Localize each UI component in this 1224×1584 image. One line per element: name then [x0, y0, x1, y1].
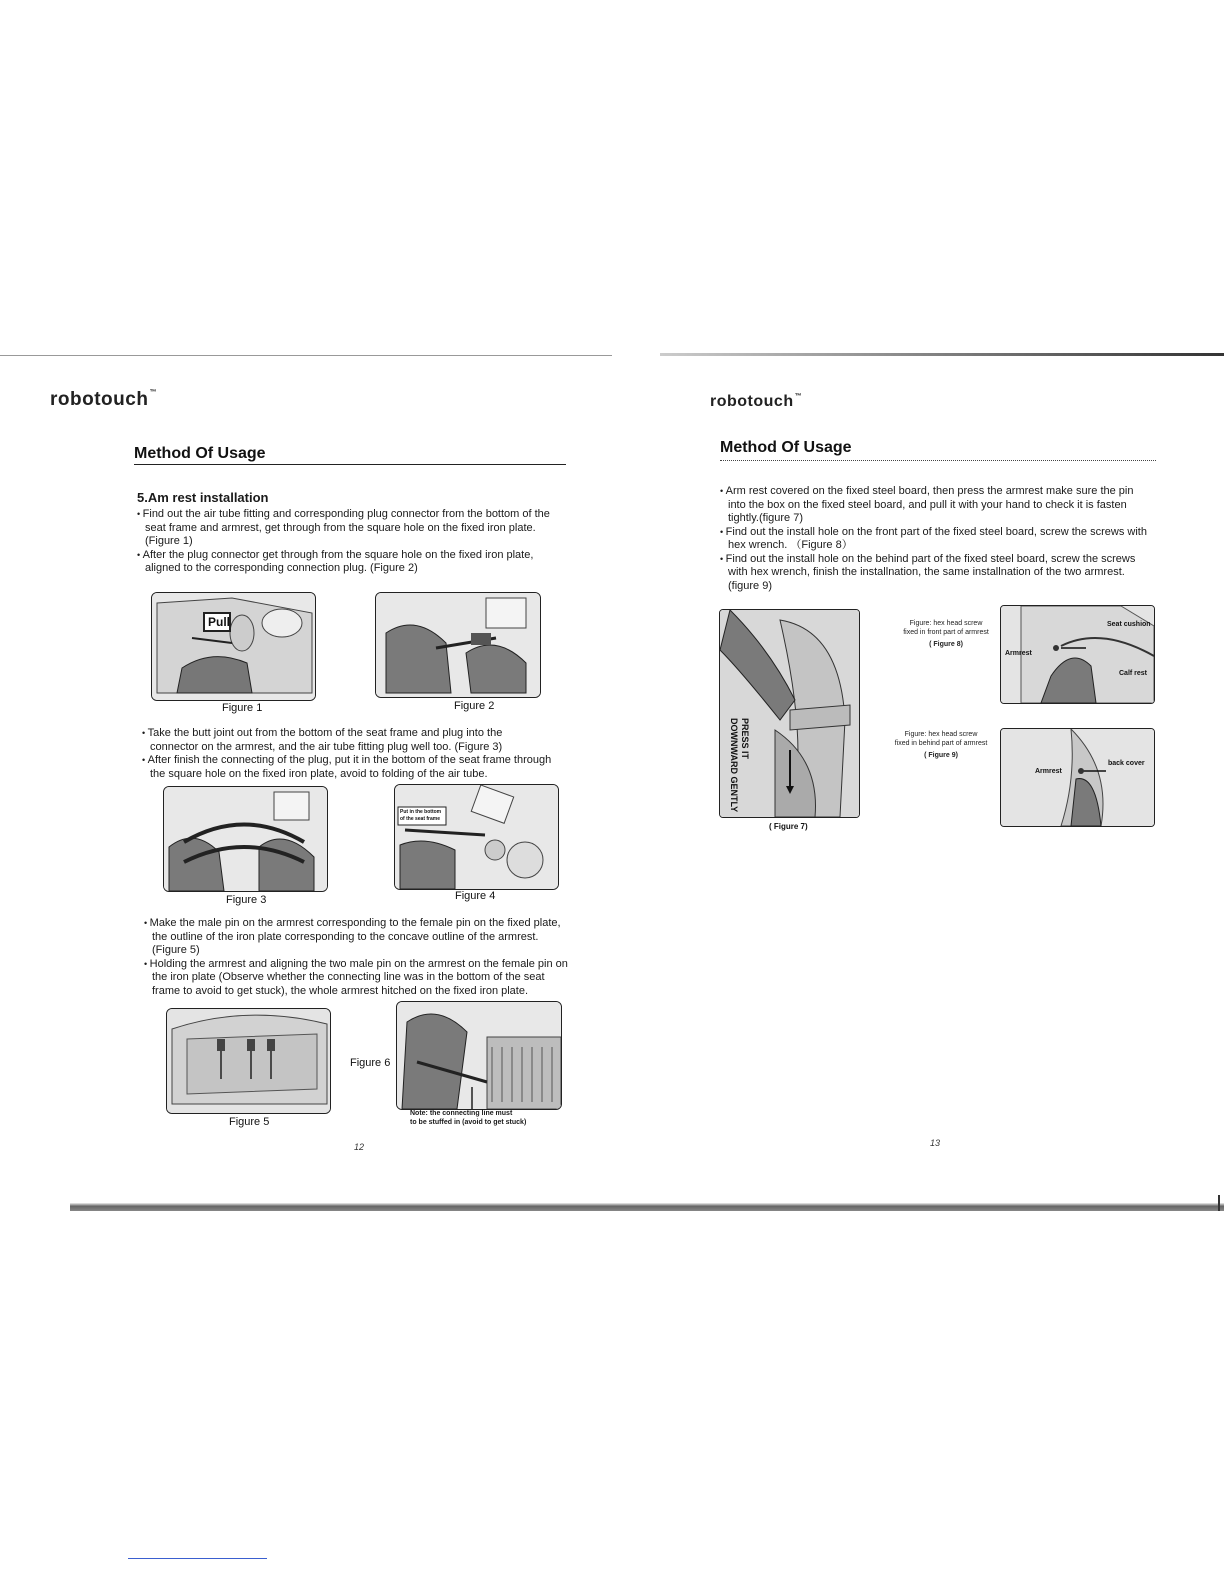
instruction-6: • Holding the armrest and aligning the two male pin on the armrest on the female pin on the iron plate (Observe whether the connecting line was in the bottom of the seat frame to avoid to get stuck), the whole armrest hitched on the fixed iron plate.: [144, 958, 574, 999]
figure-5-caption: Figure 5: [229, 1116, 270, 1128]
instruction-2: • Find out the install hole on the front part of the fixed steel board, screw the screws with hex wrench. （Figure 8）: [720, 526, 1152, 553]
figure-9-desc-line-1: Figure: hex head screw: [904, 731, 978, 738]
figure-1-image: [151, 592, 316, 701]
instruction-3: • Find out the install hole on the behind part of the fixed steel board, screw the screws with hex wrench, finish the installnation, the same installnation of the two armrest. (figure 9): [720, 553, 1152, 594]
figure-9-description: [880, 730, 1002, 760]
title-rule: [720, 460, 1156, 461]
figure-1-caption: Figure 1: [222, 702, 263, 714]
figure-8-label-calf-rest: Calf rest: [1119, 670, 1148, 677]
figure-9-label-armrest: Armrest: [1035, 768, 1062, 775]
figure-6-drawing: [397, 1002, 561, 1109]
figure-2-caption: Figure 2: [454, 700, 495, 712]
figure-8-image: [1000, 605, 1155, 704]
figure-7-label-line-1: PRESS IT: [740, 718, 750, 760]
instruction-2: • After the plug connector get through from the square hole on the fixed iron plate, aligned to the corresponding connection plug. (Figure 2): [137, 549, 557, 576]
figure-6-note: [410, 1109, 526, 1127]
figure-3-caption: Figure 3: [226, 894, 267, 906]
figure-8-caption: ( Figure 8): [929, 641, 963, 648]
figure-3-drawing: [164, 787, 327, 891]
figure-8-desc-line-1: Figure: hex head screw: [909, 620, 983, 627]
figure-1-drawing: [152, 593, 315, 700]
logo-text: robotouch: [50, 389, 149, 410]
section-title: Method Of Usage: [134, 445, 266, 462]
instructions-c: [144, 917, 574, 998]
instruction-1: • Arm rest covered on the fixed steel board, then press the armrest make sure the pin into the box on the fixed steel board, and pull it with your hand to check it is fasten tightly.(figure 7): [720, 485, 1152, 526]
trademark: ™: [794, 393, 803, 400]
figure-8-label-seat-cushion: Seat cushion: [1107, 621, 1151, 628]
title-rule: [134, 464, 566, 465]
instruction-1: • Find out the air tube fitting and corresponding plug connector from the bottom of the seat frame and armrest, get through from the square hole on the fixed iron plate. (Figure 1): [137, 508, 557, 549]
figure-8-description: [890, 619, 1002, 649]
figure-4-drawing: [395, 785, 558, 889]
brand-logo: [710, 393, 802, 411]
page-number-left: 12: [354, 1142, 365, 1152]
figure-6-note-line-1: Note: the connecting line must: [410, 1110, 513, 1117]
instructions-a: [137, 508, 557, 576]
figure-4-image: [394, 784, 559, 890]
right-page: [612, 355, 1224, 1210]
figure-1-pull-label: Pull: [208, 615, 231, 629]
page-number-right: 13: [930, 1138, 941, 1148]
figure-3-image: [163, 786, 328, 892]
figure-7-caption: ( Figure 7): [769, 822, 808, 831]
figure-7-label-line-2: DOWNWARD GENTLY: [729, 718, 739, 813]
figure-5-image: [166, 1008, 331, 1114]
figure-4-label: Put in the bottom of the seat frame: [400, 809, 442, 822]
instructions-b: [142, 727, 552, 781]
figure-6-note-line-2: to be stuffed in (avoid to get stuck): [410, 1119, 527, 1126]
brand-logo: [50, 389, 157, 411]
scan-artifact-line: [128, 1558, 267, 1559]
left-page: [0, 355, 612, 1210]
subheading: 5.Am rest installation: [137, 490, 269, 505]
figure-4-caption: Figure 4: [455, 890, 496, 902]
figure-9-image: [1000, 728, 1155, 827]
figure-7-label: [728, 718, 750, 812]
section-title: Method Of Usage: [720, 439, 852, 456]
figure-8-label-armrest: Armrest: [1005, 650, 1032, 657]
figure-6-image: [396, 1001, 562, 1110]
trademark: ™: [149, 389, 157, 396]
figure-9-caption: ( Figure 9): [924, 752, 958, 759]
instruction-5: • Make the male pin on the armrest corresponding to the female pin on the fixed plate, the outline of the iron plate corresponding to the concave outline of the armrest. (Figure 5): [144, 917, 574, 958]
figure-5-drawing: [167, 1009, 330, 1113]
figure-2-drawing: [376, 593, 540, 697]
instruction-4: • After finish the connecting of the plug, put it in the bottom of the seat frame through the square hole on the fixed iron plate, avoid to folding of the air tube.: [142, 754, 552, 781]
figure-9-label-back-cover: back cover: [1108, 760, 1145, 767]
figure-9-desc-line-2: fixed in behind part of armrest: [894, 740, 988, 747]
figure-2-image: [375, 592, 541, 698]
instruction-3: • Take the butt joint out from the bottom of the seat frame and plug into the connector on the armrest, and the air tube fitting plug well too. (Figure 3): [142, 727, 552, 754]
logo-text: robotouch: [710, 393, 794, 410]
figure-8-desc-line-2: fixed in front part of armrest: [903, 629, 989, 636]
instructions: [720, 485, 1152, 593]
figure-9-drawing: [1001, 729, 1154, 826]
figure-6-caption: Figure 6: [350, 1057, 391, 1069]
figure-7-image: [719, 609, 860, 818]
